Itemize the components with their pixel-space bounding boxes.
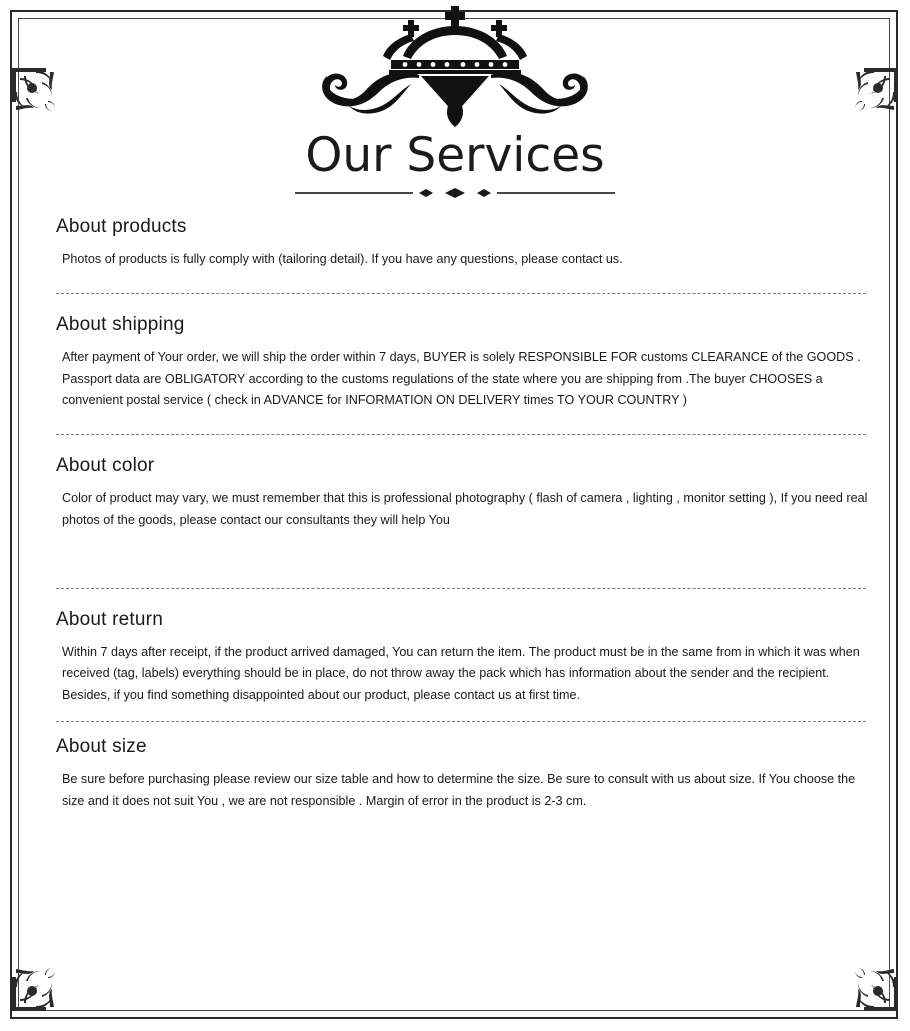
- spacer: [56, 412, 856, 434]
- page-title: Our Services: [305, 128, 605, 183]
- section-body: Within 7 days after receipt, if the product arrived damaged, You can return the item. The product must be in the same from in which it was when received (tag, labels) everything should be in place, do not throw away the pack which has information about the sender and the recipient. Besides, if you find something disappointed about our product, please contact us at first time.: [62, 644, 860, 703]
- spacer: [56, 271, 856, 293]
- spacer: [56, 532, 856, 588]
- spacer: [56, 589, 856, 609]
- section-heading: About shipping: [56, 313, 185, 335]
- corner-ornament-icon: [6, 925, 98, 1017]
- spacer: [56, 722, 856, 736]
- section-body: Photos of products is fully comply with (tailoring detail). If you have any questions, please contact us.: [62, 252, 623, 266]
- section-body: Color of product may vary, we must remember that this is professional photography ( flash of camera , lighting , monitor setting ), If you need real photos of the goods, please contact our consultants they will help You: [62, 491, 868, 527]
- section-heading: About products: [56, 216, 187, 237]
- section-heading: About color: [56, 455, 155, 477]
- section-about-color: [56, 455, 868, 532]
- page-header: [0, 0, 910, 205]
- crown-icon: [205, 4, 705, 134]
- section-heading: About size: [56, 736, 147, 758]
- section-body: Be sure before purchasing please review our size table and how to determine the size. Be sure to consult with us about size. If You choose the size and it does not suit You , we are not responsible . Margin of error in the product is 2-3 cm.: [62, 772, 856, 808]
- diamond-rule-icon: [295, 185, 615, 195]
- section-heading: About return: [56, 608, 163, 630]
- spacer: [56, 707, 856, 721]
- spacer: [56, 435, 856, 455]
- section-body: After payment of Your order, we will ship the order within 7 days, BUYER is solely RESPONSIBLE FOR customs CLEARANCE of the GOODS . Passport data are OBLIGATORY according to the customs regulations of the state where you are shipping from .The buyer CHOOSES a convenient postal service ( check in ADVANCE for INFORMATION ON DELIVERY times TO YOUR COUNTRY ): [62, 349, 861, 408]
- services-content: [56, 216, 868, 813]
- section-about-shipping: [56, 313, 861, 412]
- corner-ornament-icon: [812, 925, 904, 1017]
- section-about-products: [56, 216, 856, 271]
- section-about-size: [56, 736, 856, 813]
- spacer: [56, 294, 856, 314]
- section-about-return: [56, 608, 860, 707]
